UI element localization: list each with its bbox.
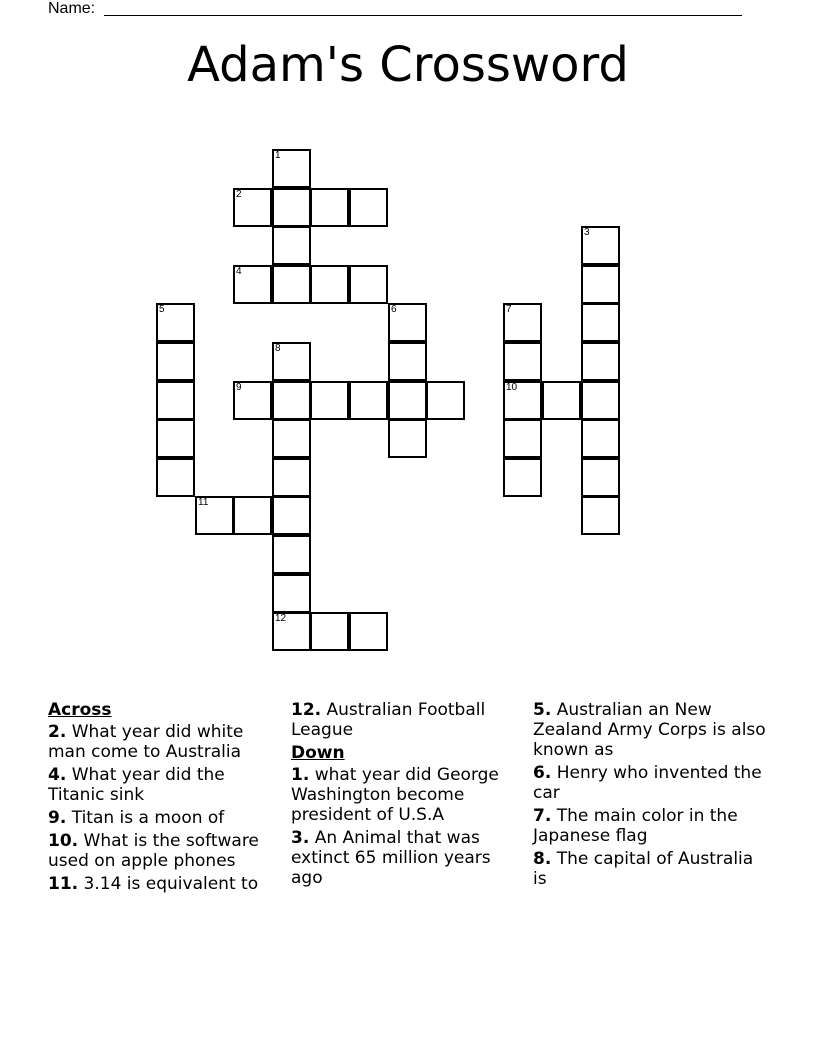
grid-cell[interactable] [156, 458, 195, 497]
cell-number: 7 [506, 304, 512, 315]
grid-cell[interactable] [581, 342, 620, 381]
grid-cell[interactable] [272, 188, 311, 227]
cell-number: 5 [159, 304, 165, 315]
clue-down-1: 1. what year did George Washington become president of U.S.A [291, 765, 499, 825]
grid-cell[interactable] [272, 226, 311, 265]
grid-cell[interactable] [503, 381, 542, 420]
grid-cell[interactable] [349, 612, 388, 651]
clue-across-4: 4. What year did the Titanic sink [48, 765, 225, 805]
clue-down-7: 7. The main color in the Japanese flag [533, 806, 738, 846]
grid-cell[interactable] [156, 381, 195, 420]
grid-cell[interactable] [503, 419, 542, 458]
clues-column-1 [48, 700, 283, 897]
grid-cell[interactable] [310, 381, 349, 420]
grid-cell[interactable] [233, 188, 272, 227]
grid-cell[interactable] [349, 188, 388, 227]
cell-number: 11 [198, 497, 209, 508]
grid-cell[interactable] [581, 496, 620, 535]
grid-cell[interactable] [388, 381, 427, 420]
cell-number: 1 [275, 150, 281, 161]
cell-number: 10 [506, 382, 518, 393]
grid-cell[interactable] [195, 496, 234, 535]
grid-cell[interactable] [388, 419, 427, 458]
grid-cell[interactable] [233, 381, 272, 420]
grid-cell[interactable] [581, 458, 620, 497]
grid-cell[interactable] [272, 574, 311, 613]
cell-number: 2 [236, 189, 242, 200]
grid-cell[interactable] [581, 226, 620, 265]
grid-cell[interactable] [581, 265, 620, 304]
grid-cell[interactable] [503, 342, 542, 381]
grid-cell[interactable] [388, 303, 427, 342]
grid-cell[interactable] [426, 381, 465, 420]
cell-number: 4 [236, 266, 242, 277]
cell-number: 8 [275, 343, 281, 354]
grid-cell[interactable] [156, 303, 195, 342]
grid-cell[interactable] [581, 303, 620, 342]
cell-number: 12 [275, 613, 287, 624]
grid-cell[interactable] [581, 419, 620, 458]
grid-cell[interactable] [581, 381, 620, 420]
grid-cell[interactable] [272, 496, 311, 535]
grid-cell[interactable] [156, 342, 195, 381]
clues-column-3 [533, 700, 768, 892]
grid-cell[interactable] [388, 342, 427, 381]
grid-cell[interactable] [272, 612, 311, 651]
grid-cell[interactable] [272, 381, 311, 420]
cell-number: 9 [236, 382, 242, 393]
grid-cell[interactable] [272, 458, 311, 497]
grid-cell[interactable] [310, 612, 349, 651]
clue-across-12: 12. Australian Football League [291, 700, 486, 740]
grid-cell[interactable] [503, 458, 542, 497]
clue-across-10: 10. What is the software used on apple phones [48, 831, 259, 871]
clue-across-11: 11. 3.14 is equivalent to [48, 874, 259, 894]
across-heading: Across [48, 700, 112, 720]
grid-cell[interactable] [272, 265, 311, 304]
grid-cell[interactable] [272, 342, 311, 381]
grid-cell[interactable] [156, 419, 195, 458]
clue-down-3: 3. An Animal that was extinct 65 million years ago [291, 828, 491, 888]
grid-cell[interactable] [310, 188, 349, 227]
grid-cell[interactable] [503, 303, 542, 342]
clue-down-8: 8. The capital of Australia is [533, 849, 754, 889]
clue-across-2: 2. What year did white man come to Australia [48, 722, 244, 762]
clue-down-6: 6. Henry who invented the car [533, 763, 762, 803]
down-heading: Down [291, 743, 345, 763]
grid-cell[interactable] [233, 265, 272, 304]
cell-number: 6 [391, 304, 397, 315]
grid-cell[interactable] [272, 419, 311, 458]
clue-down-5: 5. Australian an New Zealand Army Corps is also known as [533, 700, 766, 760]
grid-cell[interactable] [542, 381, 581, 420]
grid-cell[interactable] [310, 265, 349, 304]
cell-number: 3 [584, 227, 590, 238]
clues-column-2 [291, 700, 526, 891]
clue-across-9: 9. Titan is a moon of [48, 808, 225, 828]
grid-cell[interactable] [349, 381, 388, 420]
grid-cell[interactable] [349, 265, 388, 304]
name-label: Name: [48, 0, 96, 17]
grid-cell[interactable] [272, 535, 311, 574]
page-title: Adam's Crossword [187, 37, 629, 93]
grid-cell[interactable] [272, 149, 311, 188]
grid-cell[interactable] [233, 496, 272, 535]
